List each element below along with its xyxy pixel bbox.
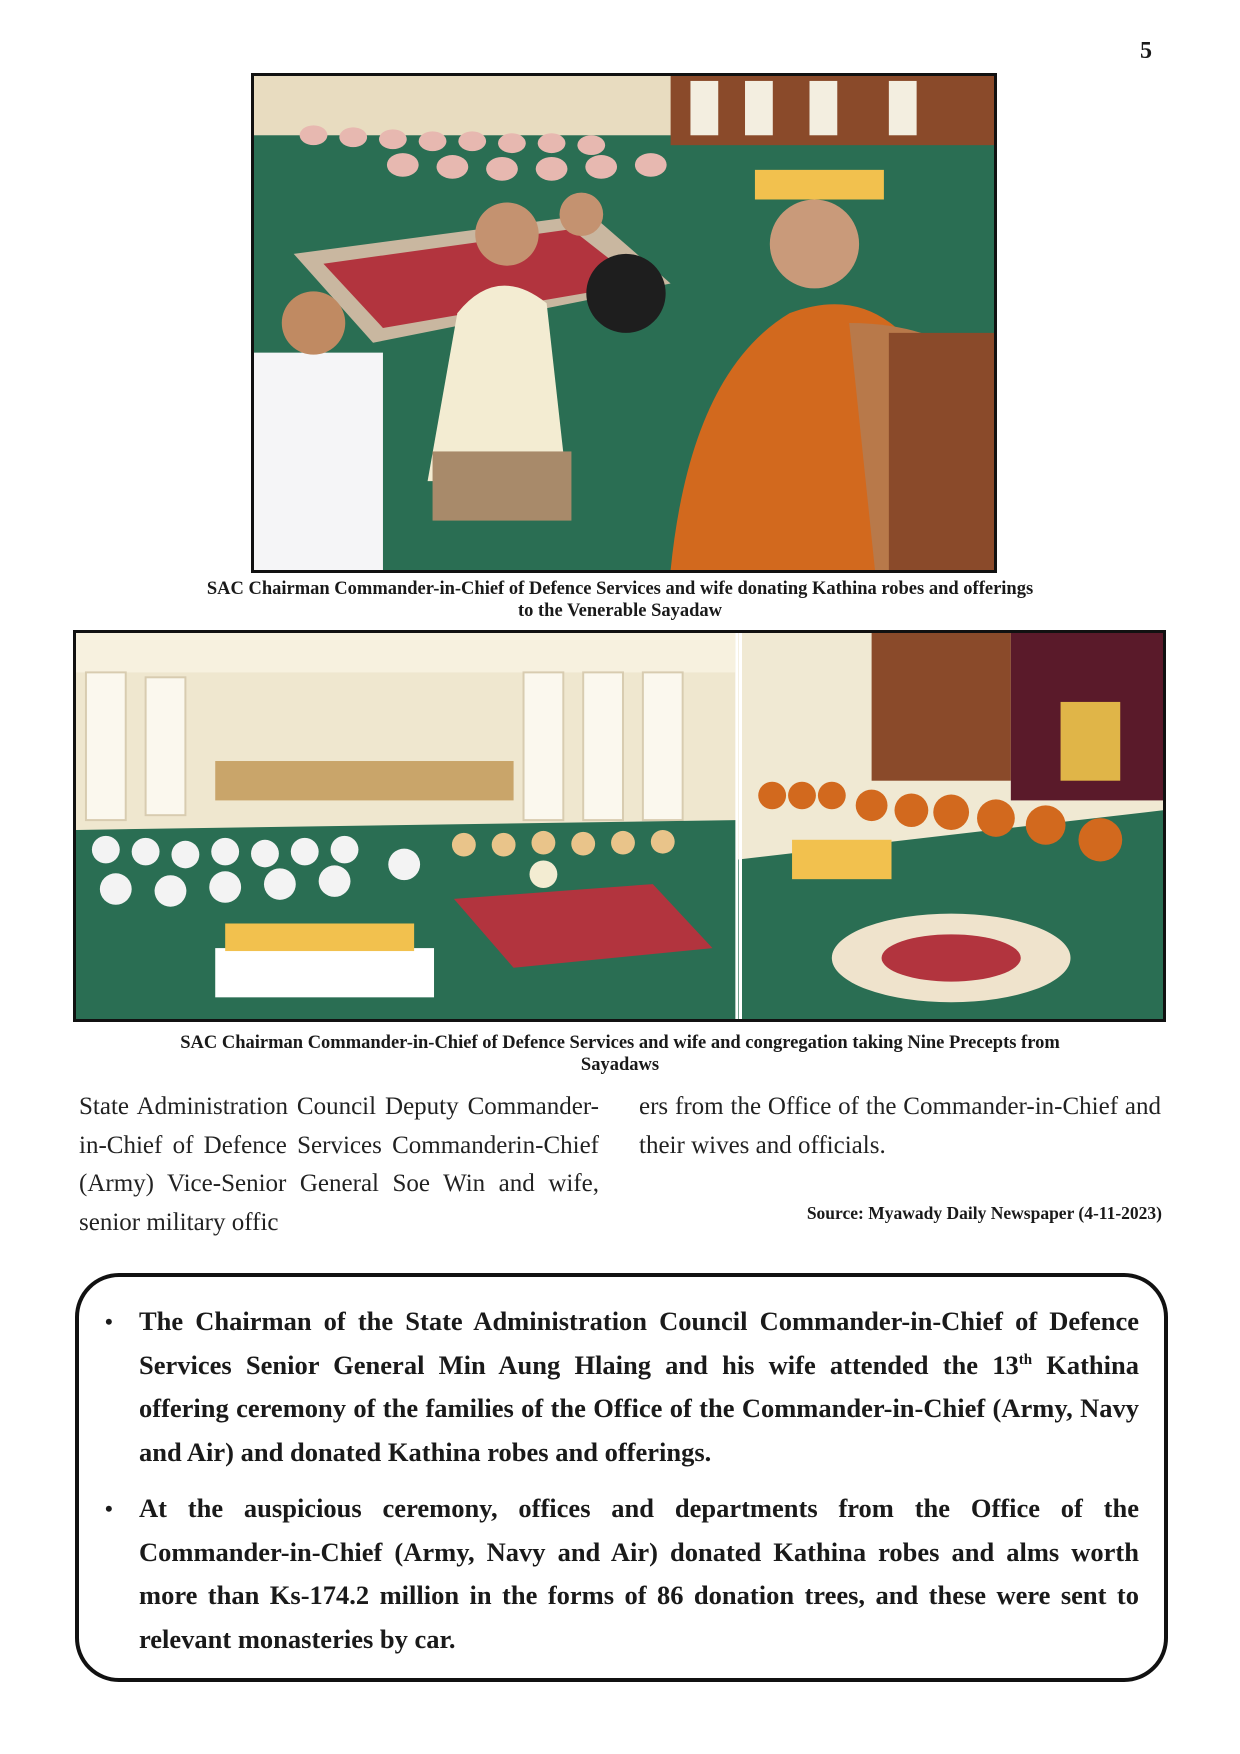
photo-kathina-offering — [251, 73, 997, 573]
article-column-right: ers from the Office of the Commander-in-Chief and their wives and officials. — [639, 1093, 1161, 1159]
caption-bottom-line2: Sayadaws — [580, 1055, 660, 1075]
bullet-icon: • — [105, 1496, 113, 1521]
highlight-item — [105, 1487, 1139, 1661]
caption-top-line2: to the Venerable Sayadaw — [517, 601, 723, 621]
bullet-icon: • — [105, 1309, 113, 1334]
highlights-box — [75, 1273, 1168, 1682]
caption-bottom-line1: SAC Chairman Commander-in-Chief of Defence Services and wife and congregation taking Nine Precepts from — [180, 1033, 1060, 1053]
source-credit: Source: Myawady Daily Newspaper (4-11-2023) — [806, 1203, 1162, 1223]
photo-divider — [739, 633, 742, 1019]
highlight-item-1-text: The Chairman of the State Administration Council Commander-in-Chief of Defence Services Senior General Min Aung Hlaing and his wife attended the 13 — [139, 1306, 1139, 1380]
page-number: 5 — [1140, 38, 1152, 64]
highlight-item-1-text-cont: Kathina offering ceremony of the families of the Office of the Commander-in-Chief (Army, Navy and Air) and donated Kathina robes and offerings. — [139, 1349, 1140, 1467]
article-column-left: State Administration Council Deputy Commander-in-Chief of Defence Services Commanderin-Chief (Army) Vice-Senior General Soe Win and wife, senior military offic — [79, 1093, 599, 1236]
highlight-item — [105, 1300, 1140, 1474]
photo-icon — [254, 76, 994, 570]
ordinal-suffix: th — [1018, 1351, 1033, 1368]
caption-bottom-photo — [80, 1032, 1160, 1076]
photo-nine-precepts — [73, 630, 1166, 1022]
photo-icon — [76, 633, 1163, 1019]
highlight-item-2-text: At the auspicious ceremony, offices and departments from the Office of the Commander-in-Chief (Army, Navy and Air) donated Kathina robes and alms worth more than Ks-174.2 million in the forms of 86 donation trees, and these were sent to relevant monasteries by car. — [139, 1493, 1139, 1654]
caption-top-line1: SAC Chairman Commander-in-Chief of Defence Services and wife donating Kathina robes and offerings — [206, 579, 1034, 599]
caption-top-photo — [120, 578, 1120, 622]
